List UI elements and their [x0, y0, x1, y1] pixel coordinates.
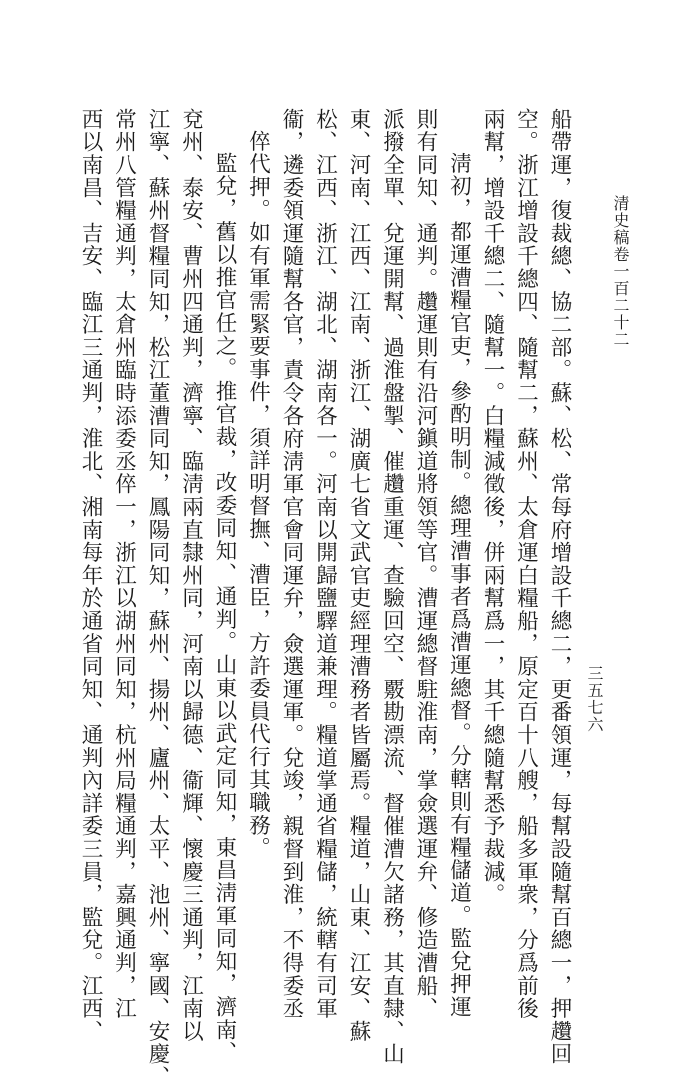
text-column: 衞，遴委領運隨幫各官，責令各府淸軍官會同運弁，僉選運軍。兌竣，親督到淮，不得委丞: [279, 108, 304, 1020]
text-column: 空。浙江增設千總四、隨幫二，蘇州、太倉運白糧船，原定百十八艘，船多軍衆，分爲前後: [513, 108, 539, 1020]
text-column: 則有同知、通判。趲運則有沿河鎭道將領等官。漕運總督駐淮南，掌僉選運弁、修造漕船、: [413, 108, 438, 1020]
text-column: 松、江西、浙江、湖北、湖南各一。河南以開歸鹽驛道兼理。糧道掌通省糧儲，統轄有司軍: [312, 108, 338, 1020]
body-text: [74, 108, 577, 1088]
text-column: 東、河南、江西、江南、浙江、湖廣七省文武官吏經理漕務者皆屬焉。糧道，山東、江安、蘇: [346, 108, 371, 1043]
text-column: 船帶運，復裁總、協二部。蘇、松、常每府增設千總二，更番領運，每幫設隨幫百總一，押趲回: [547, 108, 572, 1066]
paragraph-start-column: 監兌，舊以推官任之。推官裁，改委同知、通判。山東以武定同知，東昌淸軍同知，濟南、: [212, 152, 237, 1064]
text-column: 派撥全單、兌運開幫、過淮盤掣、催趲重運、查驗回空、覈勘漂流、督催漕欠諸務，其直隸、山: [379, 108, 405, 1066]
text-column: 常州八管糧通判，太倉州臨時添委丞倅一，浙江以湖州同知，杭州局糧通判，嘉興通判，江: [111, 108, 137, 1020]
text-column: 兗州、泰安、曹州四通判，濟寧、臨淸兩直隸州同，河南以歸德、衞輝、懷慶三通判，江南以: [178, 108, 204, 1043]
text-column: 兩幫，增設千總二、隨幫一。白糧減徵後，併兩幫爲一，其千總隨幫悉予裁減。: [480, 108, 505, 906]
text-column: 倅代押。如有軍需緊要事件，須詳明督撫、漕臣，方許委員代行其職務。: [245, 130, 271, 860]
paragraph-start-column: 淸初，都運漕糧官吏，參酌明制。總理漕事者爲漕運總督。分轄則有糧儲道。監兌押運: [446, 152, 472, 1019]
text-column: 西以南昌、吉安、臨江三通判，淮北、湘南每年於通省同知、通判內詳委三員，監兌。江西、: [78, 108, 103, 1043]
text-column: 江寧、蘇州督糧同知，松江董漕同知，鳳陽同知，蘇州、揚州、廬州、太平、池州、寧國、安慶、: [145, 108, 170, 1088]
running-title: 清史稿卷一百二十二: [611, 195, 630, 348]
page-number: 三五七六: [585, 665, 604, 733]
